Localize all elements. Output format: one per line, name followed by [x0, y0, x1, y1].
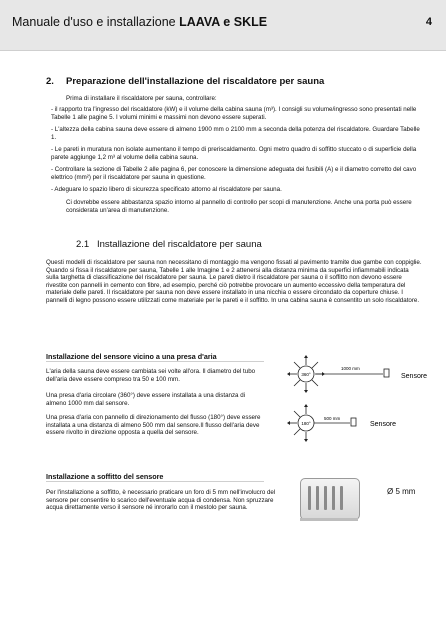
air-intake-360-diagram [286, 354, 436, 398]
distance-label-1000: 1000 mm [341, 366, 360, 371]
sensor-ceiling-paragraph: Per l'installazione a soffitto, è necessario praticare un foro di 5 mm nell'involucro del sensore per consentire lo scarico dell'eventuale acqua di condensa. Non spruzzare acqua direttamente verso il sensore né inrorarlo con il mestolo per sauna. [46, 489, 276, 512]
sensor-label-1: Sensore [401, 373, 428, 380]
hole-diameter-label: Ø 5 mm [387, 487, 416, 496]
subsection-body: Questi modelli di riscaldatore per sauna non necessitano di montaggio ma vengono fissati al pavimento tramite due gambe con coppiglie. Quando si fissa il riscaldatore per sauna, Tabelle 1 alle Imagine 1 e 2 attenersi alla distanza minima da superfici infiammabili indicata sulla targhetta di classificazione del riscaldatore per sauna. Le pareti dietro il riscaldatore per sauna o il soffitto non devono essere rivestite con pannelli in cemento con fibre, ad esempio, perché ciò potrebbe provocare un aumento eccessivo della temperatura del materiale delle pareti. Il riscaldatore per sauna non deve essere installato in una nicchia o essere circondato da coperture chiuse. I pannelli di legno possono essere utilizzati come materiale per le pareti e il soffitto. In una cabina sauna è consentito un solo riscaldatore. [46, 259, 422, 304]
document-title-product: LAAVA e SKLE [179, 15, 268, 29]
bullet-3: - Le pareti in muratura non isolate aumentano il tempo di preriscaldamento. Ogni metro quadro di soffitto stuccato o di superficie della parete aggiunge 1,2 m³ al volume della cabina sauna. [51, 146, 417, 161]
section-note: Ci dovrebbe essere abbastanza spazio intorno al pannello di controllo per scopi di manutenzione. Anche una porta può essere considerata un'area di manutenzione. [66, 199, 412, 214]
subsection-number: 2.1 [76, 239, 90, 250]
distance-label-500: 500 mm [324, 416, 341, 421]
section-number: 2. [46, 76, 54, 87]
sensor-box [351, 418, 356, 426]
sensor-ceiling-title: Installazione a soffitto del sensore [46, 472, 164, 481]
sensor-air-paragraph-2: Una presa d'aria circolare (360°) deve essere installata a una distanza di almeno 1000 mm dal sensore. [46, 392, 246, 407]
subsection-title: Installazione del riscaldatore per sauna [97, 239, 262, 250]
sensor-air-paragraph-3: Una presa d'aria con pannello di direzionamento del flusso (180°) deve essere installata a una distanza di almeno 500 mm dal sensore.Il flusso dell'aria deve essere rivolto in direzione opposta a quella del sensore. [46, 414, 261, 437]
section-title: Preparazione dell'installazione del riscaldatore per sauna [66, 76, 325, 87]
air-intake-180-diagram [286, 403, 436, 449]
sensor-air-title: Installazione del sensore vicino a una presa d'aria [46, 352, 217, 361]
bullet-1: - il rapporto tra l'ingresso del riscaldatore (kW) e il volume della cabina sauna (m³). I consigli su volume/ingresso sono presentati nelle Tabelle 1 alle pagine 5. I volumi minimi e massimi non devono essere superati. [51, 106, 417, 121]
section-intro: Prima di installare il riscaldatore per sauna, controllare: [66, 95, 217, 102]
bullet-4: - Controllare la sezione di Tabelle 2 alle pagina 6, per conoscere la dimensione adeguata dei fusibili (A) e il diametro corretto del cavo elettrico (mm²) per il riscaldatore per sauna in questione. [51, 166, 417, 181]
sensor-box [384, 369, 389, 377]
sensor-label-2: Sensore [370, 421, 397, 428]
page-number: 4 [425, 16, 432, 28]
sensor-housing-image [298, 478, 362, 522]
angle-label-360: 360° [301, 372, 311, 377]
document-title-prefix: Manuale d'uso e installazione [12, 15, 176, 29]
document-title [12, 15, 267, 29]
page-header [0, 0, 446, 51]
angle-label-180: 180° [301, 421, 311, 426]
bullet-2: - L'altezza della cabina sauna deve essere di almeno 1900 mm o 2100 mm a seconda della potenza del riscaldatore. Guardare Tabelle 1. [51, 126, 420, 141]
section-divider [46, 481, 264, 482]
bullet-5: - Adeguare lo spazio libero di sicurezza specificato attorno al riscaldatore per sauna. [51, 186, 282, 193]
sensor-air-paragraph-1: L'aria della sauna deve essere cambiata sei volte all'ora. Il diametro del tubo dell'aria deve essere compreso tra 50 e 100 mm. [46, 368, 256, 383]
section-divider [46, 361, 264, 362]
